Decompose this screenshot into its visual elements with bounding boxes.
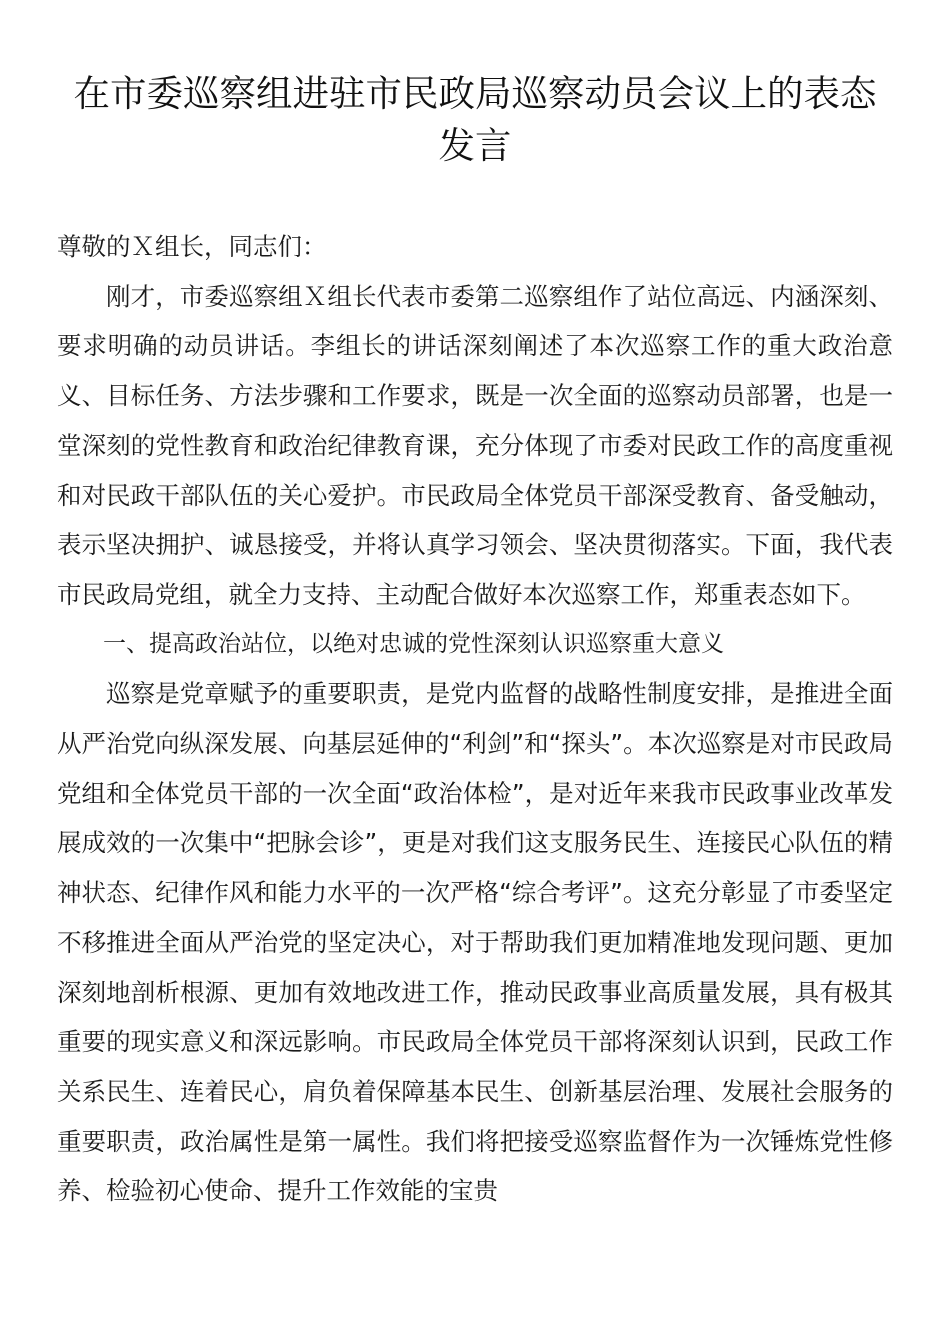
- document-body: [57, 222, 893, 1216]
- section-heading-1: 一、提高政治站位，以绝对忠诚的党性深刻认识巡察重大意义: [103, 630, 724, 657]
- salutation: 尊敬的Ｘ组长，同志们：: [57, 232, 327, 261]
- section-paragraph-1: 巡察是党章赋予的重要职责，是党内监督的战略性制度安排，是推进全面从严治党向纵深发展、向基层延伸的“利剑”和“探头”。本次巡察是对市民政局党组和全体党员干部的一次全面“政治体检”，是对近年来我市民政事业改革发展成效的一次集中“把脉会诊”，更是对我们这支服务民生、连接民心队伍的精神状态、纪律作风和能力水平的一次严格“综合考评”。这充分彰显了市委坚定不移推进全面从严治党的坚定决心，对于帮助我们更加精准地发现问题、更加深刻地剖析根源、更加有效地改进工作，推动民政事业高质量发展，具有极其重要的现实意义和深远影响。市民政局全体党员干部将深刻认识到，民政工作关系民生、连着民心，肩负着保障基本民生、创新基层治理、发展社会服务的重要职责，政治属性是第一属性。我们将把接受巡察监督作为一次锤炼党性修养、检验初心使命、提升工作效能的宝贵: [57, 679, 893, 1206]
- document-title: 在市委巡察组进驻市民政局巡察动员会议上的表态发言: [73, 72, 877, 167]
- document-page: [57, 68, 893, 1216]
- paragraph-opening: 刚才，市委巡察组Ｘ组长代表市委第二巡察组作了站位高远、内涵深刻、要求明确的动员讲话。李组长的讲话深刻阐述了本次巡察工作的重大政治意义、目标任务、方法步骤和工作要求，既是一次全面的巡察动员部署，也是一堂深刻的党性教育和政治纪律教育课，充分体现了市委对民政工作的高度重视和对民政干部队伍的关心爱护。市民政局全体党员干部深受教育、备受触动，表示坚决拥护、诚恳接受，并将认真学习领会、坚决贯彻落实。下面，我代表市民政局党组，就全力支持、主动配合做好本次巡察工作，郑重表态如下。: [57, 281, 893, 609]
